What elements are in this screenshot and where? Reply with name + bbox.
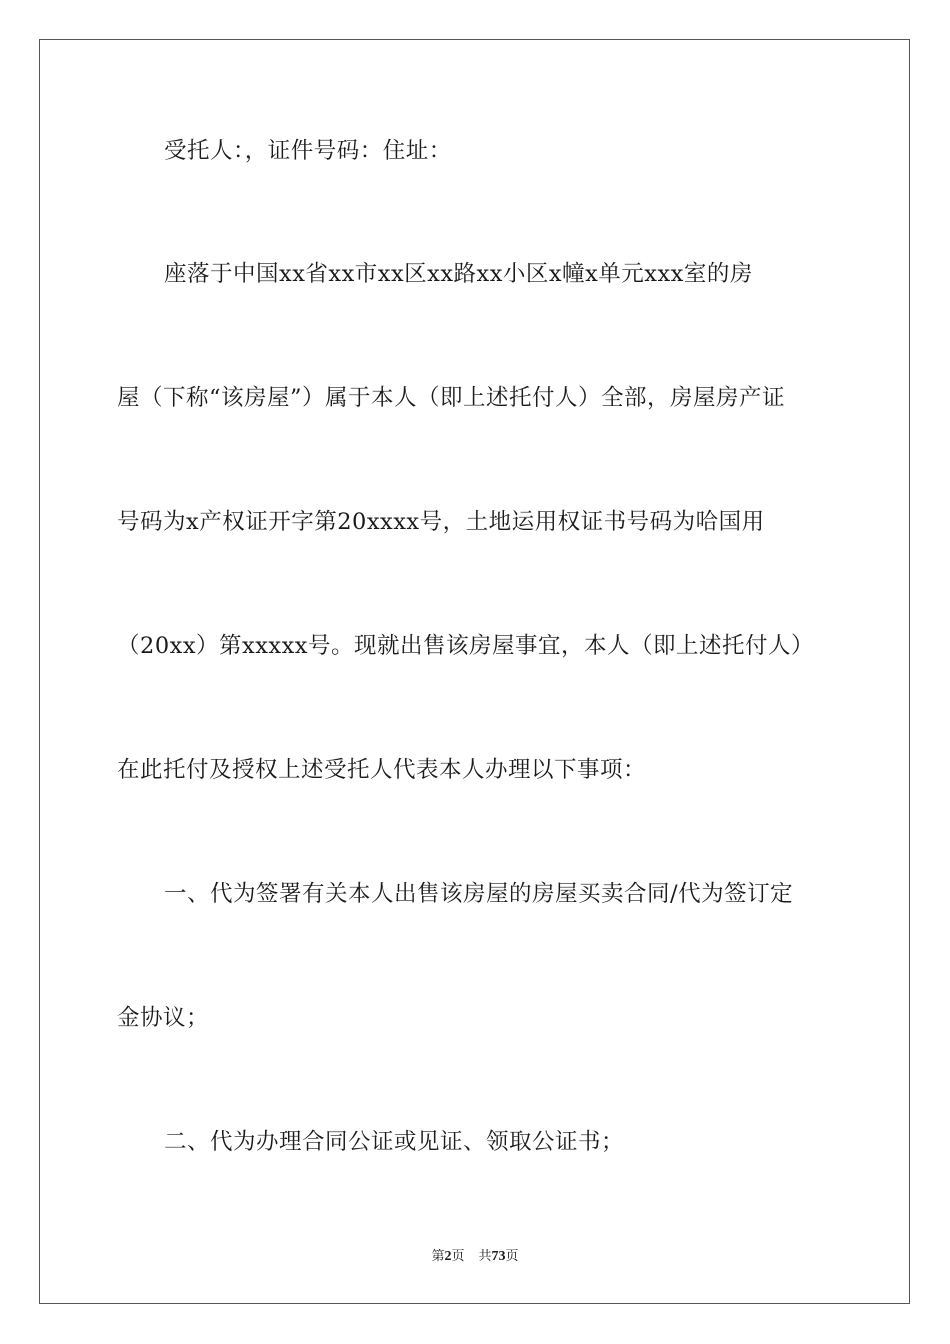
paragraph-property-ownership: 屋（下称“该房屋”）属于本人（即上述托付人）全部，房屋房产证 [117, 385, 786, 411]
page-footer [0, 1248, 950, 1266]
paragraph-item-one-continued: 金协议； [117, 1005, 210, 1031]
footer-page-total: 73 [491, 1249, 506, 1264]
paragraph-item-one: 一、代为签署有关本人出售该房屋的房屋买卖合同/代为签订定 [164, 881, 794, 907]
paragraph-item-two: 二、代为办理合同公证或见证、领取公证书； [164, 1129, 625, 1155]
paragraph-sale-matter: （20xx）第xxxxx号。现就出售该房屋事宜，本人（即上述托付人） [117, 633, 814, 659]
page-border [39, 39, 910, 1304]
footer-total-suffix: 页 [505, 1249, 519, 1264]
footer-page-current: 2 [444, 1249, 452, 1264]
footer-page-prefix: 第 [431, 1249, 445, 1264]
footer-page-suffix: 页 [451, 1249, 465, 1264]
paragraph-property-location: 座落于中国xx省xx市xx区xx路xx小区x幢x单元xxx室的房 [164, 261, 753, 287]
paragraph-certificate-number: 号码为x产权证开字第20xxxx号，土地运用权证书号码为哈国用 [117, 509, 765, 535]
paragraph-authorization: 在此托付及授权上述受托人代表本人办理以下事项： [117, 757, 647, 783]
footer-total-prefix: 共 [478, 1249, 492, 1264]
paragraph-trustee-line: 受托人：，证件号码：住址： [164, 138, 452, 164]
